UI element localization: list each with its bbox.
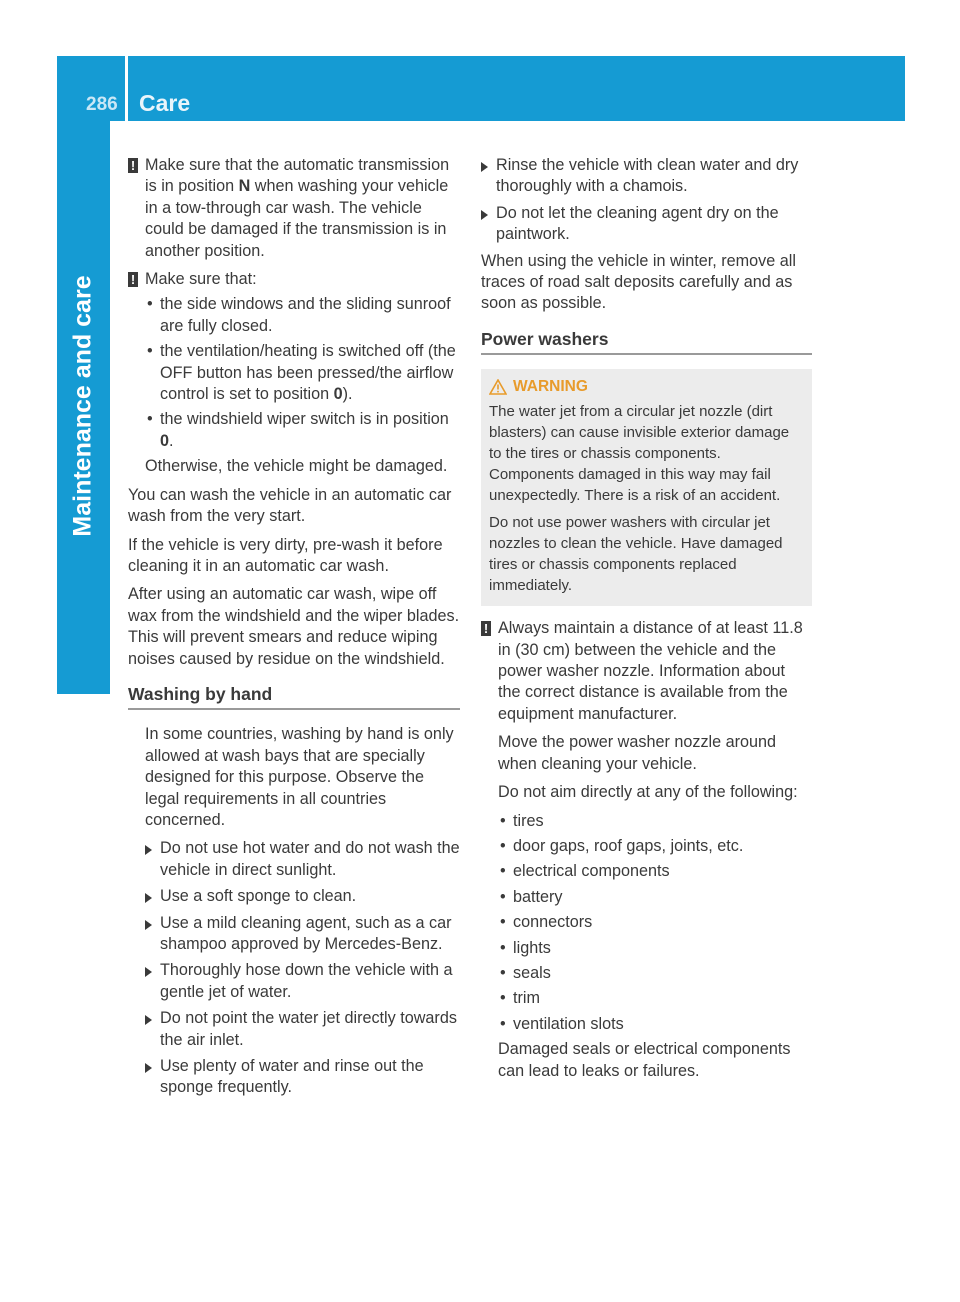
step-item xyxy=(145,838,460,881)
list-item: • ventilation slots xyxy=(498,1014,812,1035)
page-number: 286 xyxy=(86,94,118,115)
list-item: • battery xyxy=(498,887,812,908)
notice-text-post: when washing your vehicle in a tow-through car wash. The vehicle could be damaged if the transmission is in another position. xyxy=(145,177,449,260)
arrow-icon xyxy=(145,893,152,903)
arrow-icon xyxy=(145,1015,152,1025)
warning-text: Do not use power washers with circular jet nozzles to clean the vehicle. Have damaged tires or chassis components replaced immediately. xyxy=(489,514,783,595)
list-item-tail: ). xyxy=(342,385,353,404)
step-text: Use plenty of water and rinse out the sponge frequently. xyxy=(160,1057,424,1097)
list-item: • electrical components xyxy=(498,861,812,882)
list-item-text: the side windows and the sliding sunroof are fully closed. xyxy=(160,295,451,335)
notice-icon: ! xyxy=(481,621,491,636)
step-item xyxy=(145,1008,460,1051)
notice-outro: Damaged seals or electrical components can lead to leaks or failures. xyxy=(498,1040,791,1080)
step-text: Do not let the cleaning agent dry on the paintwork. xyxy=(496,203,779,244)
warning-text: The water jet from a circular jet nozzle (dirt blasters) can cause invisible exterior damage to the tires or chassis components. Components damaged in this way may fail unexpectedly. There is a risk of an accident. xyxy=(489,403,790,505)
list-item-tail: . xyxy=(169,431,174,450)
notice-text-pre: Make sure that the automatic transmission is in position xyxy=(145,156,450,196)
paragraph: If the vehicle is very dirty, pre-wash it before cleaning it in an automatic car wash. xyxy=(128,535,443,575)
notice-text-bold: N xyxy=(238,177,251,196)
step-item xyxy=(481,203,812,246)
heading-washing-by-hand: Washing by hand xyxy=(128,684,460,710)
list-item xyxy=(145,409,460,452)
paragraph: After using an automatic car wash, wipe off wax from the windshield and the wiper blades. This will prevent smears and reduce wiping noises caused by residue on the windshield. xyxy=(128,585,460,668)
step-text: Rinse the vehicle with clean water and dry thoroughly with a chamois. xyxy=(496,156,799,196)
notice-transmission xyxy=(128,155,460,262)
list-item-bold: 0 xyxy=(160,431,170,450)
warning-box xyxy=(481,369,812,606)
step-item xyxy=(145,1056,460,1099)
step-text: Use a mild cleaning agent, such as a car shampoo approved by Mercedes-Benz. xyxy=(160,913,452,953)
arrow-icon xyxy=(145,1063,152,1073)
list-item: • connectors xyxy=(498,912,812,933)
heading-power-washers: Power washers xyxy=(481,329,812,355)
notice-text: Do not aim directly at any of the following: xyxy=(498,783,798,802)
notice-power-washer xyxy=(481,618,812,1082)
side-tab-label: Maintenance and care xyxy=(68,275,97,537)
list-item-text: the windshield wiper switch is in position xyxy=(160,410,449,429)
paragraph: When using the vehicle in winter, remove all traces of road salt deposits carefully and as soon as possible. xyxy=(481,251,796,313)
right-column xyxy=(481,155,812,1089)
list-item: • seals xyxy=(498,963,812,984)
notice-text: Always maintain a distance of at least 11.8 in (30 cm) between the vehicle and the power washer nozzle. Information about the correct distance is available from the equipment manufacturer. xyxy=(498,619,803,723)
list-item xyxy=(145,294,460,337)
arrow-icon xyxy=(481,210,488,220)
list-item: • tires xyxy=(498,811,812,832)
step-text: Do not point the water jet directly towards the air inlet. xyxy=(160,1009,457,1049)
step-text: Do not use hot water and do not wash the vehicle in direct sunlight. xyxy=(160,839,460,879)
warning-triangle-icon xyxy=(489,379,507,395)
notice-text: Move the power washer nozzle around when cleaning your vehicle. xyxy=(498,733,777,773)
warning-title: WARNING xyxy=(513,378,588,396)
notice-icon: ! xyxy=(128,158,138,173)
arrow-icon xyxy=(145,920,152,930)
notice-make-sure xyxy=(128,269,460,478)
step-text: Thoroughly hose down the vehicle with a gentle jet of water. xyxy=(160,961,453,1001)
paragraph: In some countries, washing by hand is only allowed at wash bays that are specially designed for this purpose. Observe the legal requirements in all countries concerned. xyxy=(145,725,454,829)
warning-header xyxy=(489,376,804,397)
step-item xyxy=(145,960,460,1003)
left-column xyxy=(128,155,460,1104)
list-item: • door gaps, roof gaps, joints, etc. xyxy=(498,836,812,857)
step-text: Use a soft sponge to clean. xyxy=(160,887,357,906)
notice-outro: Otherwise, the vehicle might be damaged. xyxy=(145,457,448,476)
section-title: Care xyxy=(139,90,191,116)
header-divider xyxy=(125,56,128,121)
step-item xyxy=(145,913,460,956)
paragraph: You can wash the vehicle in an automatic car wash from the very start. xyxy=(128,485,452,526)
side-tab-lower xyxy=(57,640,110,694)
notice-intro: Make sure that: xyxy=(145,270,257,289)
arrow-icon xyxy=(145,845,152,855)
list-item-text: the ventilation/heating is switched off (the OFF button has been pressed/the airflow control is set to position xyxy=(160,342,456,404)
arrow-icon xyxy=(145,967,152,977)
list-item-bold: 0 xyxy=(333,385,343,404)
step-item xyxy=(145,886,460,907)
arrow-icon xyxy=(481,162,488,172)
step-item xyxy=(481,155,812,198)
list-item: • trim xyxy=(498,988,812,1009)
notice-icon: ! xyxy=(128,272,138,287)
list-item: • lights xyxy=(498,938,812,959)
list-item xyxy=(145,341,460,405)
